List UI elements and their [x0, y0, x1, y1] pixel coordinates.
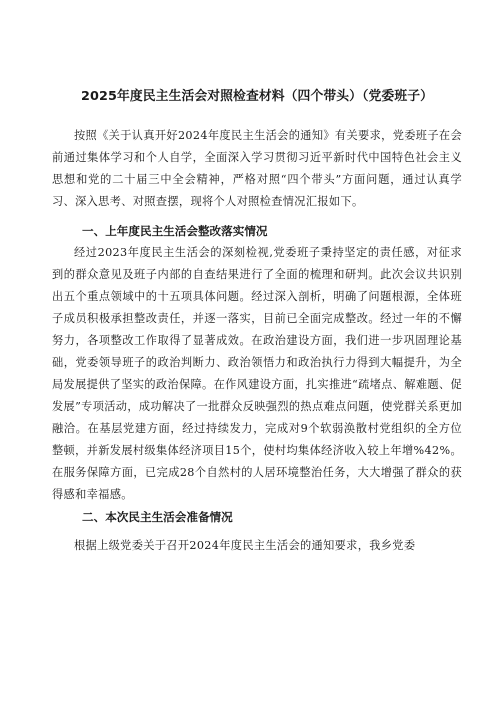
section-2-paragraph: 根据上级党委关于召开2024年度民主生活会的通知要求，我乡党委 — [74, 539, 416, 552]
section-2-heading: 二、本次民主生活会准备情况 — [82, 510, 233, 524]
section-1-heading: 一、上年度民主生活会整改落实情况 — [82, 224, 268, 238]
intro-paragraph: 按照《关于认真开好2024年度民主生活会的通知》有关要求，党委班子在会前通过集体学习和个人自学，全面深入学习贯彻习近平新时代中国特色社会主义思想和党的二十届三中全会精神，严格对照“四个带头”方面问题，通过认真学习、深入思考、对照查摆，现将个人对照检查情况汇报如下。 — [52, 129, 462, 208]
document-title: 2025年度民主生活会对照检查材料（四个带头）（党委班子） — [80, 89, 434, 104]
section-1-paragraph: 经过2023年度民主生活会的深刻检视,党委班子秉持坚定的责任感，对征求到的群众意见及班子内部的自查结果进行了全面的梳理和研判。此次会议共识别出五个重点领域中的十五项具体问题。经过深入剖析，明确了问题根源，全体班子成员积极承担整改责任，并逐一落实，目前已全面完成整改。经过一年的不懈努力，各项整改工作取得了显著成效。在政治建设方面，我们进一步巩固理论基础，党委领导班子的政治判断力、政治领悟力和政治执行力得到大幅提升，为全局发展提供了坚实的政治保障。在作风建设方面，扎实推进“疏堵点、解难题、促发展”专项活动，成功解决了一批群众反映强烈的热点难点问题，使党群关系更加融洽。在基层党建方面，经过持续发力，完成对9个软弱涣散村党组织的全方位整顿，并新发展村级集体经济项目15个，使村均集体经济收入较上年增%42%。在服务保障方面，已完成28个自然村的人居环境整治任务，大大增强了群众的获得感和幸福感。 — [52, 246, 462, 501]
